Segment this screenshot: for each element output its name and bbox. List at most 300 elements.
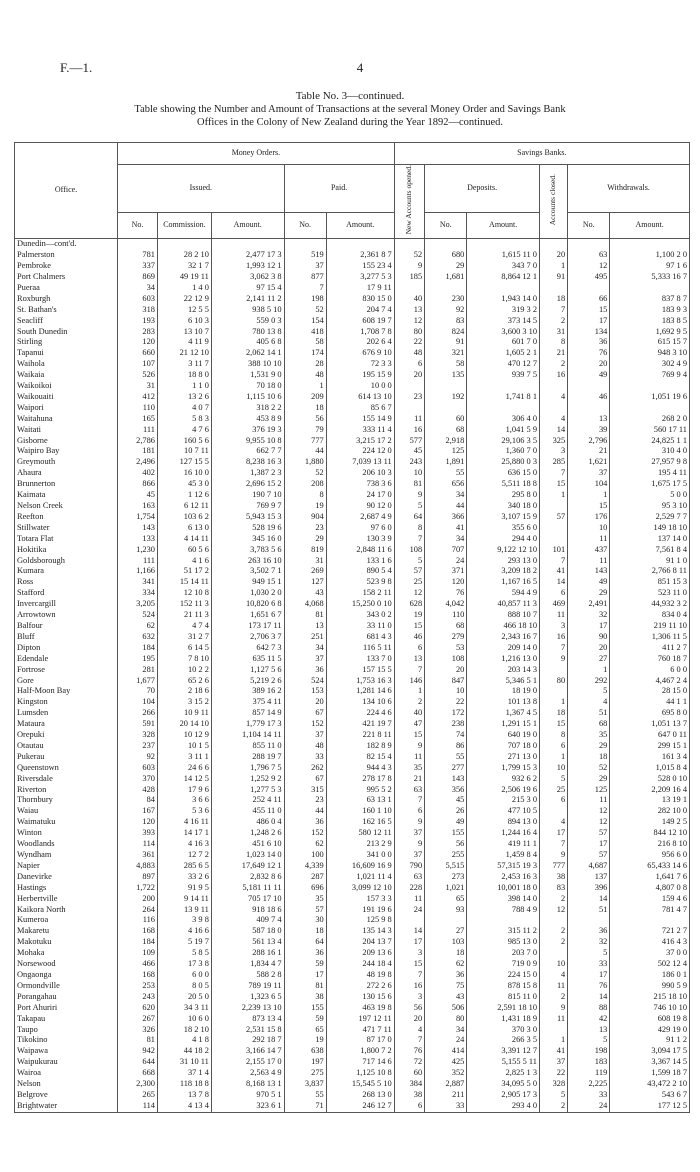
value-cell: 13 xyxy=(568,1025,610,1036)
value-cell xyxy=(467,283,540,294)
value-cell: 486 0 4 xyxy=(211,817,284,828)
value-cell xyxy=(540,686,568,697)
value-cell: 1,281 14 6 xyxy=(326,686,394,697)
table-row xyxy=(15,948,690,959)
value-cell: 35 xyxy=(394,763,424,774)
value-cell: 938 5 10 xyxy=(211,305,284,316)
value-cell: 1,651 6 7 xyxy=(211,610,284,621)
value-cell: 1,021 xyxy=(425,883,467,894)
value-cell: 52 xyxy=(394,250,424,261)
value-cell: 12 xyxy=(540,905,568,916)
table-row xyxy=(15,697,690,708)
value-cell: 603 xyxy=(118,294,158,305)
value-cell: 7 xyxy=(540,643,568,654)
value-cell: 18 xyxy=(540,294,568,305)
value-cell: 1 xyxy=(540,697,568,708)
value-cell: 3 xyxy=(394,948,424,959)
value-cell: 428 xyxy=(118,785,158,796)
value-cell: 92 xyxy=(425,305,467,316)
value-cell: 1,216 13 0 xyxy=(467,654,540,665)
value-cell: 3 xyxy=(394,992,424,1003)
value-cell: 67 xyxy=(284,708,326,719)
value-cell: 326 xyxy=(118,1025,158,1036)
value-cell: 17 9 11 xyxy=(326,283,394,294)
value-cell: 134 xyxy=(568,327,610,338)
value-cell xyxy=(425,381,467,392)
value-cell: 9 xyxy=(394,817,424,828)
header-accounts-closed: Accounts closed. xyxy=(540,165,568,239)
table-row xyxy=(15,719,690,730)
value-cell: 944 4 3 xyxy=(326,763,394,774)
value-cell: 292 18 7 xyxy=(211,1035,284,1046)
value-cell: 1,431 18 9 xyxy=(467,1014,540,1025)
value-cell: 4 1 8 xyxy=(157,1035,211,1046)
office-name-cell: Hokitika xyxy=(15,545,118,556)
value-cell xyxy=(540,523,568,534)
value-cell: 279 xyxy=(425,632,467,643)
office-name-cell: Brightwater xyxy=(15,1101,118,1112)
value-cell: 1,753 16 3 xyxy=(326,676,394,687)
value-cell: 469 xyxy=(540,599,568,610)
table-row xyxy=(15,1057,690,1068)
office-name-cell: Gore xyxy=(15,676,118,687)
value-cell: 268 13 0 xyxy=(326,1090,394,1101)
value-cell: 45 xyxy=(425,795,467,806)
value-cell: 285 xyxy=(540,457,568,468)
value-cell: 35 xyxy=(568,730,610,741)
office-name-cell: Waimatuku xyxy=(15,817,118,828)
value-cell: 2 18 6 xyxy=(157,686,211,697)
value-cell: 36 xyxy=(284,665,326,676)
value-cell: 16 xyxy=(540,370,568,381)
value-cell: 4 1 6 xyxy=(157,556,211,567)
title-line-1: Table No. 3—continued. xyxy=(295,90,405,102)
value-cell: 7 xyxy=(394,534,424,545)
table-row xyxy=(15,915,690,926)
value-cell: 24 xyxy=(394,905,424,916)
value-cell: 64 xyxy=(284,937,326,948)
value-cell: 10 xyxy=(568,523,610,534)
value-cell: 644 xyxy=(118,1057,158,1068)
value-cell: 894 13 0 xyxy=(467,817,540,828)
value-cell: 168 xyxy=(118,926,158,937)
header-issued: Issued. xyxy=(118,165,284,213)
value-cell: 10,820 6 8 xyxy=(211,599,284,610)
value-cell: 790 xyxy=(394,861,424,872)
value-cell: 3 11 1 xyxy=(157,752,211,763)
value-cell xyxy=(540,665,568,676)
value-cell: 33 xyxy=(284,752,326,763)
value-cell: 209 13 6 xyxy=(326,948,394,959)
table-row xyxy=(15,785,690,796)
value-cell: 193 xyxy=(118,316,158,327)
value-cell: 20 xyxy=(568,359,610,370)
value-cell: 635 11 5 xyxy=(211,654,284,665)
value-cell: 18 8 0 xyxy=(157,370,211,381)
value-cell: 18 xyxy=(284,403,326,414)
office-name-cell: Ahaura xyxy=(15,468,118,479)
value-cell: 62 xyxy=(118,621,158,632)
value-cell: 40 xyxy=(394,708,424,719)
value-cell xyxy=(467,915,540,926)
table-row xyxy=(15,981,690,992)
value-cell: 1,834 4 7 xyxy=(211,959,284,970)
value-cell: 104 xyxy=(568,479,610,490)
value-cell: 1 xyxy=(568,490,610,501)
value-cell: 11 xyxy=(394,414,424,425)
value-cell: 310 4 0 xyxy=(610,446,690,457)
value-cell: 608 19 7 xyxy=(326,316,394,327)
office-name-cell: South Dunedin xyxy=(15,327,118,338)
value-cell: 46 xyxy=(568,392,610,403)
value-cell: 2 xyxy=(540,1101,568,1112)
value-cell: 844 12 10 xyxy=(610,828,690,839)
value-cell: 39 xyxy=(568,425,610,436)
value-cell: 1,675 17 5 xyxy=(610,479,690,490)
value-cell: 760 18 7 xyxy=(610,654,690,665)
table-row xyxy=(15,294,690,305)
header-commission: Commission. xyxy=(157,213,211,239)
value-cell: 6 0 0 xyxy=(610,665,690,676)
value-cell xyxy=(568,915,610,926)
value-cell: 184 xyxy=(118,937,158,948)
value-cell: 343 7 0 xyxy=(467,261,540,272)
value-cell: 524 xyxy=(118,610,158,621)
value-cell: 7 xyxy=(540,468,568,479)
office-name-cell: Waiau xyxy=(15,806,118,817)
value-cell: 662 7 7 xyxy=(211,446,284,457)
value-cell: 318 2 2 xyxy=(211,403,284,414)
value-cell: 340 18 0 xyxy=(467,501,540,512)
value-cell: 12 10 8 xyxy=(157,588,211,599)
value-cell: 127 15 5 xyxy=(157,457,211,468)
value-cell xyxy=(568,239,610,250)
office-name-cell: Winton xyxy=(15,828,118,839)
value-cell: 523 11 0 xyxy=(610,588,690,599)
value-cell: 209 14 0 xyxy=(467,643,540,654)
value-cell: 272 2 6 xyxy=(326,981,394,992)
value-cell: 135 14 3 xyxy=(326,926,394,937)
table-row xyxy=(15,806,690,817)
table-row xyxy=(15,403,690,414)
value-cell: 31 xyxy=(540,327,568,338)
value-cell: 152 xyxy=(284,828,326,839)
office-name-cell: Edendale xyxy=(15,654,118,665)
header-no: No. xyxy=(425,213,467,239)
value-cell: 173 17 11 xyxy=(211,621,284,632)
value-cell: 594 4 9 xyxy=(467,588,540,599)
value-cell: 10 9 11 xyxy=(157,708,211,719)
value-cell: 13 xyxy=(394,654,424,665)
value-cell: 1,799 15 3 xyxy=(467,763,540,774)
header-amount: Amount. xyxy=(610,213,690,239)
value-cell: 705 17 10 xyxy=(211,894,284,905)
value-cell: 4 16 3 xyxy=(157,839,211,850)
value-cell xyxy=(540,915,568,926)
value-cell: 16 xyxy=(394,981,424,992)
value-cell: 59 xyxy=(284,1014,326,1025)
value-cell: 15 xyxy=(568,305,610,316)
value-cell: 6 xyxy=(394,359,424,370)
office-name-cell: Fortrose xyxy=(15,665,118,676)
value-cell: 2,687 4 9 xyxy=(326,512,394,523)
value-cell: 429 19 0 xyxy=(610,1025,690,1036)
value-cell: 87 17 0 xyxy=(326,1035,394,1046)
value-cell: 918 18 6 xyxy=(211,905,284,916)
office-name-cell: Ross xyxy=(15,577,118,588)
value-cell: 4 7 6 xyxy=(157,425,211,436)
value-cell: 159 4 6 xyxy=(610,894,690,905)
value-cell: 3 xyxy=(540,446,568,457)
value-cell: 707 18 0 xyxy=(467,741,540,752)
value-cell: 337 xyxy=(118,261,158,272)
value-cell: 17 3 8 xyxy=(157,959,211,970)
value-cell: 34 xyxy=(425,1025,467,1036)
value-cell: 100 xyxy=(284,850,326,861)
value-cell: 343 0 2 xyxy=(326,610,394,621)
value-cell: 14 xyxy=(540,425,568,436)
value-cell: 2 xyxy=(540,992,568,1003)
office-name-cell: Dipton xyxy=(15,643,118,654)
value-cell: 43 xyxy=(425,992,467,1003)
value-cell: 4 13 4 xyxy=(157,1101,211,1112)
office-name-cell: Makotuku xyxy=(15,937,118,948)
value-cell: 292 xyxy=(568,676,610,687)
value-cell: 15 xyxy=(394,730,424,741)
value-cell: 13 2 6 xyxy=(157,392,211,403)
value-cell: 37 xyxy=(284,654,326,665)
value-cell: 366 xyxy=(425,512,467,523)
value-cell: 56 xyxy=(394,1003,424,1014)
value-cell: 10 7 11 xyxy=(157,446,211,457)
value-cell: 1,943 14 0 xyxy=(467,294,540,305)
value-cell: 116 5 11 xyxy=(326,643,394,654)
value-cell: 4 xyxy=(540,817,568,828)
value-cell: 466 18 10 xyxy=(467,621,540,632)
transactions-table xyxy=(14,142,690,1113)
value-cell: 341 xyxy=(118,577,158,588)
value-cell: 1,306 11 5 xyxy=(610,632,690,643)
value-cell: 421 19 7 xyxy=(326,719,394,730)
value-cell: 2,905 17 3 xyxy=(467,1090,540,1101)
value-cell xyxy=(568,403,610,414)
table-row xyxy=(15,970,690,981)
value-cell xyxy=(394,239,424,250)
value-cell: 79 xyxy=(284,425,326,436)
value-cell: 34 xyxy=(118,283,158,294)
value-cell: 111 xyxy=(118,556,158,567)
value-cell: 58 xyxy=(284,337,326,348)
value-cell: 133 xyxy=(118,534,158,545)
value-cell: 660 xyxy=(118,348,158,359)
value-cell: 13 9 11 xyxy=(157,905,211,916)
value-cell xyxy=(540,806,568,817)
value-cell: 24 6 6 xyxy=(157,763,211,774)
value-cell: 63 xyxy=(568,250,610,261)
value-cell: 143 xyxy=(568,566,610,577)
value-cell: 1,621 xyxy=(568,457,610,468)
value-cell: 1 xyxy=(394,686,424,697)
value-cell: 437 xyxy=(568,545,610,556)
office-name-cell: Makaretu xyxy=(15,926,118,937)
header-amount: Amount. xyxy=(211,213,284,239)
value-cell: 17 xyxy=(540,828,568,839)
value-cell: 2 xyxy=(540,359,568,370)
value-cell: 970 5 1 xyxy=(211,1090,284,1101)
header-no: No. xyxy=(118,213,158,239)
office-name-cell: Dunedin—cont'd. xyxy=(15,239,118,250)
value-cell: 24 xyxy=(568,1101,610,1112)
office-name-cell: Kumeroa xyxy=(15,915,118,926)
value-cell: 7,561 8 4 xyxy=(610,545,690,556)
value-cell: 5 xyxy=(568,1035,610,1046)
value-cell: 1 1 0 xyxy=(157,381,211,392)
value-cell: 31 xyxy=(118,381,158,392)
table-row xyxy=(15,839,690,850)
value-cell: 7 xyxy=(540,305,568,316)
value-cell: 125 xyxy=(568,785,610,796)
value-cell: 17 xyxy=(284,970,326,981)
value-cell: 186 0 1 xyxy=(610,970,690,981)
value-cell: 6 13 0 xyxy=(157,523,211,534)
value-cell: 5 xyxy=(568,948,610,959)
value-cell: 2 xyxy=(540,894,568,905)
office-name-cell: Herbertville xyxy=(15,894,118,905)
table-row xyxy=(15,752,690,763)
value-cell: 2,529 7 7 xyxy=(610,512,690,523)
value-cell: 118 18 8 xyxy=(157,1079,211,1090)
value-cell: 4 xyxy=(540,392,568,403)
value-cell: 528 0 10 xyxy=(610,774,690,785)
value-cell: 34 xyxy=(284,643,326,654)
value-cell: 7 xyxy=(394,970,424,981)
value-cell: 91 xyxy=(425,337,467,348)
value-cell: 31 xyxy=(284,556,326,567)
value-cell xyxy=(540,948,568,959)
value-cell: 414 xyxy=(425,1046,467,1057)
value-cell: 271 13 0 xyxy=(467,752,540,763)
value-cell: 37 xyxy=(394,850,424,861)
value-cell: 8,864 12 1 xyxy=(467,272,540,283)
value-cell: 57 xyxy=(568,828,610,839)
value-cell: 306 4 0 xyxy=(467,414,540,425)
office-name-cell: Woodlands xyxy=(15,839,118,850)
value-cell: 416 4 3 xyxy=(610,937,690,948)
value-cell: 281 xyxy=(118,665,158,676)
value-cell: 8,238 16 3 xyxy=(211,457,284,468)
value-cell: 200 xyxy=(118,894,158,905)
value-cell: 211 xyxy=(425,1090,467,1101)
value-cell: 278 17 8 xyxy=(326,774,394,785)
value-cell: 2,918 xyxy=(425,436,467,447)
value-cell: 1,115 10 6 xyxy=(211,392,284,403)
office-name-cell: Waipiro Bay xyxy=(15,446,118,457)
value-cell: 28 xyxy=(284,359,326,370)
value-cell: 251 xyxy=(284,632,326,643)
value-cell: 44 xyxy=(284,806,326,817)
value-cell: 2,062 14 1 xyxy=(211,348,284,359)
value-cell: 6 xyxy=(394,1101,424,1112)
value-cell: 2,361 8 7 xyxy=(326,250,394,261)
value-cell: 53 xyxy=(425,643,467,654)
table-row xyxy=(15,490,690,501)
value-cell: 181 xyxy=(118,446,158,457)
value-cell: 1,722 xyxy=(118,883,158,894)
value-cell: 6 14 5 xyxy=(157,643,211,654)
value-cell xyxy=(467,239,540,250)
value-cell: 70 18 0 xyxy=(211,381,284,392)
value-cell: 695 8 0 xyxy=(610,708,690,719)
value-cell: 866 xyxy=(118,479,158,490)
value-cell: 24,825 1 1 xyxy=(610,436,690,447)
value-cell: 942 xyxy=(118,1046,158,1057)
value-cell: 37 xyxy=(284,261,326,272)
value-cell: 3,783 5 6 xyxy=(211,545,284,556)
table-row xyxy=(15,337,690,348)
value-cell: 21 xyxy=(394,774,424,785)
value-cell: 252 4 11 xyxy=(211,795,284,806)
value-cell: 13 19 1 xyxy=(610,795,690,806)
value-cell: 76 xyxy=(568,981,610,992)
table-row xyxy=(15,436,690,447)
value-cell: 5 8 3 xyxy=(157,414,211,425)
table-row xyxy=(15,370,690,381)
value-cell: 183 8 5 xyxy=(610,316,690,327)
table-row xyxy=(15,414,690,425)
value-cell: 5 xyxy=(394,501,424,512)
value-cell: 161 3 4 xyxy=(610,752,690,763)
office-name-cell: Seacliff xyxy=(15,316,118,327)
value-cell: 5 xyxy=(540,774,568,785)
value-cell: 11 xyxy=(568,534,610,545)
value-cell: 266 xyxy=(118,708,158,719)
value-cell: 526 xyxy=(118,370,158,381)
value-cell: 91 1 0 xyxy=(610,556,690,567)
table-row xyxy=(15,359,690,370)
value-cell: 2,155 17 0 xyxy=(211,1057,284,1068)
value-cell: 949 15 1 xyxy=(211,577,284,588)
value-cell: 84 xyxy=(118,795,158,806)
value-cell: 93 xyxy=(425,905,467,916)
value-cell: 72 3 3 xyxy=(326,359,394,370)
value-cell: 985 13 0 xyxy=(467,937,540,948)
office-name-cell: Goldsborough xyxy=(15,556,118,567)
value-cell: 3,166 14 7 xyxy=(211,1046,284,1057)
value-cell: 49 xyxy=(425,817,467,828)
value-cell: 68 xyxy=(425,621,467,632)
office-name-cell: Reefton xyxy=(15,512,118,523)
office-name-cell: Wairoa xyxy=(15,1068,118,1079)
value-cell: 11 xyxy=(540,1014,568,1025)
value-cell: 51 xyxy=(568,905,610,916)
value-cell: 6 12 11 xyxy=(157,501,211,512)
table-row xyxy=(15,272,690,283)
header-paid: Paid. xyxy=(284,165,394,213)
table-row xyxy=(15,632,690,643)
value-cell xyxy=(467,403,540,414)
value-cell: 3,367 14 5 xyxy=(610,1057,690,1068)
table-row xyxy=(15,556,690,567)
value-cell: 70 xyxy=(118,686,158,697)
value-cell: 9,955 10 8 xyxy=(211,436,284,447)
office-name-cell: Queenstown xyxy=(15,763,118,774)
office-name-cell: Riverton xyxy=(15,785,118,796)
value-cell: 21 xyxy=(540,348,568,359)
value-cell: 315 xyxy=(284,785,326,796)
value-cell: 4 16 11 xyxy=(157,817,211,828)
value-cell: 14 12 5 xyxy=(157,774,211,785)
value-cell: 14 xyxy=(540,577,568,588)
